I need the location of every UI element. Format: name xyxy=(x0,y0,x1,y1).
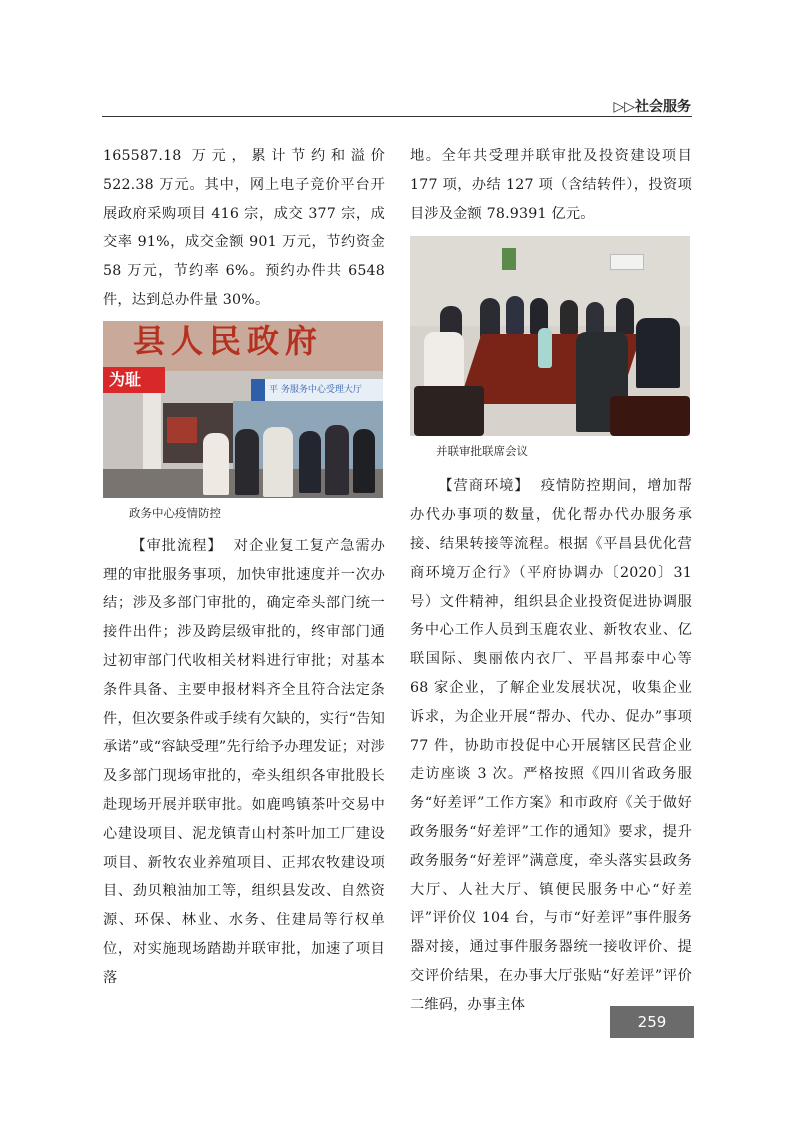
section-header-label: ▷▷社会服务 xyxy=(613,99,691,115)
photo-2-caption: 并联审批联席会议 xyxy=(436,444,528,459)
air-conditioner xyxy=(610,254,644,270)
right-paragraph-1: 地。全年共受理并联审批及投资建设项目 177 项，办结 127 项（含结转件），投资项目涉及金额 78.9391 亿元。 xyxy=(410,148,692,222)
header-rule xyxy=(102,116,692,117)
thermos-flask xyxy=(538,328,552,368)
person-figure xyxy=(506,296,524,334)
left-paragraph-1: 165587.18 万元，累计节约和溢价 522.38 万元。其中，网上电子竞价平台开展政府采购项目 416 宗，成交 377 宗，成交率 91%，成交金额 901 万元，节约资金 58 万元，节约率 6%。预约办件共 6548 件，达到总办件量 30%。 xyxy=(103,148,385,308)
service-hall-sign: 平 务服务中心受理大厅 xyxy=(251,379,383,401)
person-figure xyxy=(353,429,375,493)
page-number: 259 xyxy=(610,1006,694,1038)
person-figure xyxy=(263,427,293,497)
section-body-business: 疫情防控期间，增加帮办代办事项的数量，优化帮办代办服务承接、结果转接等流程。根据《平昌县优化营商环境万企行》（平府协调办〔2020〕31 号）文件精神，组织县企业投资促进协调服务中心工作人员到玉鹿农业、新牧农业、亿联国际、奥丽侬内衣厂、平昌邦泰中心等 68 家企业，了解企业发展状况，收集企业诉求，为企业开展“帮办、代办、促办”事项 77 件，协助市投促中心开展辖区民营企业走访座谈 3 次。严格按照《四川省政务服务“好差评”工作方案》和市政府《关于做好政务服务“好差评”工作的通知》要求，提升政务服务“好差评”满意度，牵头落实县政务大厅、人社大厅、镇便民服务中心“好差评”评价仪 104 台，与市“好差评”事件服务器对接，通过事件服务器统一接收评价、提交评价结果，在办事大厅张贴“好差评”评价二维码，办事主体 xyxy=(410,478,693,1013)
led-display xyxy=(167,417,197,443)
person-figure xyxy=(299,431,321,493)
person-figure xyxy=(616,298,634,334)
wall-picture xyxy=(502,248,516,270)
photo-1-caption: 政务中心疫情防控 xyxy=(129,505,221,520)
left-section-approval-process xyxy=(103,532,385,993)
photo-joint-approval-meeting xyxy=(410,236,690,436)
section-title-approval: 【审批流程】 xyxy=(131,537,223,554)
right-section-business-environment xyxy=(410,472,692,1019)
left-column xyxy=(103,142,385,993)
building-sign-text: 县人民政府 xyxy=(133,321,324,360)
person-figure xyxy=(560,300,578,334)
person-figure xyxy=(480,298,500,338)
chair xyxy=(414,386,484,436)
photo-government-center-epidemic-control xyxy=(103,321,383,498)
person-figure xyxy=(203,433,229,495)
right-column xyxy=(410,142,692,1020)
chair xyxy=(610,396,690,436)
person-figure xyxy=(235,429,259,495)
person-figure xyxy=(636,318,680,388)
person-figure xyxy=(325,425,349,495)
person-figure xyxy=(586,302,604,334)
section-body-approval: 对企业复工复产急需办理的审批服务事项，加快审批速度并一次办结；涉及多部门审批的，确定牵头部门统一接件出件；涉及跨层级审批的，终审部门通过初审部门代收相关材料进行审批；对基本条件具备、主要申报材料齐全且符合法定条件，但次要条件或手续有欠缺的，实行“告知承诺”或“容缺受理”先行给予办理发证；对涉及多部门现场审批的，牵头组织各审批股长赴现场开展并联审批。如鹿鸣镇茶叶交易中心建设项目、泥龙镇青山村茶叶加工厂建设项目、新牧农业养殖项目、正邦农牧建设项目、劲贝粮油加工等，组织县发改、自然资源、环保、林业、水务、住建局等行权单位，对实施现场踏勘并联审批，加速了项目落 xyxy=(103,537,386,986)
section-title-business: 【营商环境】 xyxy=(438,478,530,495)
red-banner-text: 为耻 xyxy=(103,367,165,393)
